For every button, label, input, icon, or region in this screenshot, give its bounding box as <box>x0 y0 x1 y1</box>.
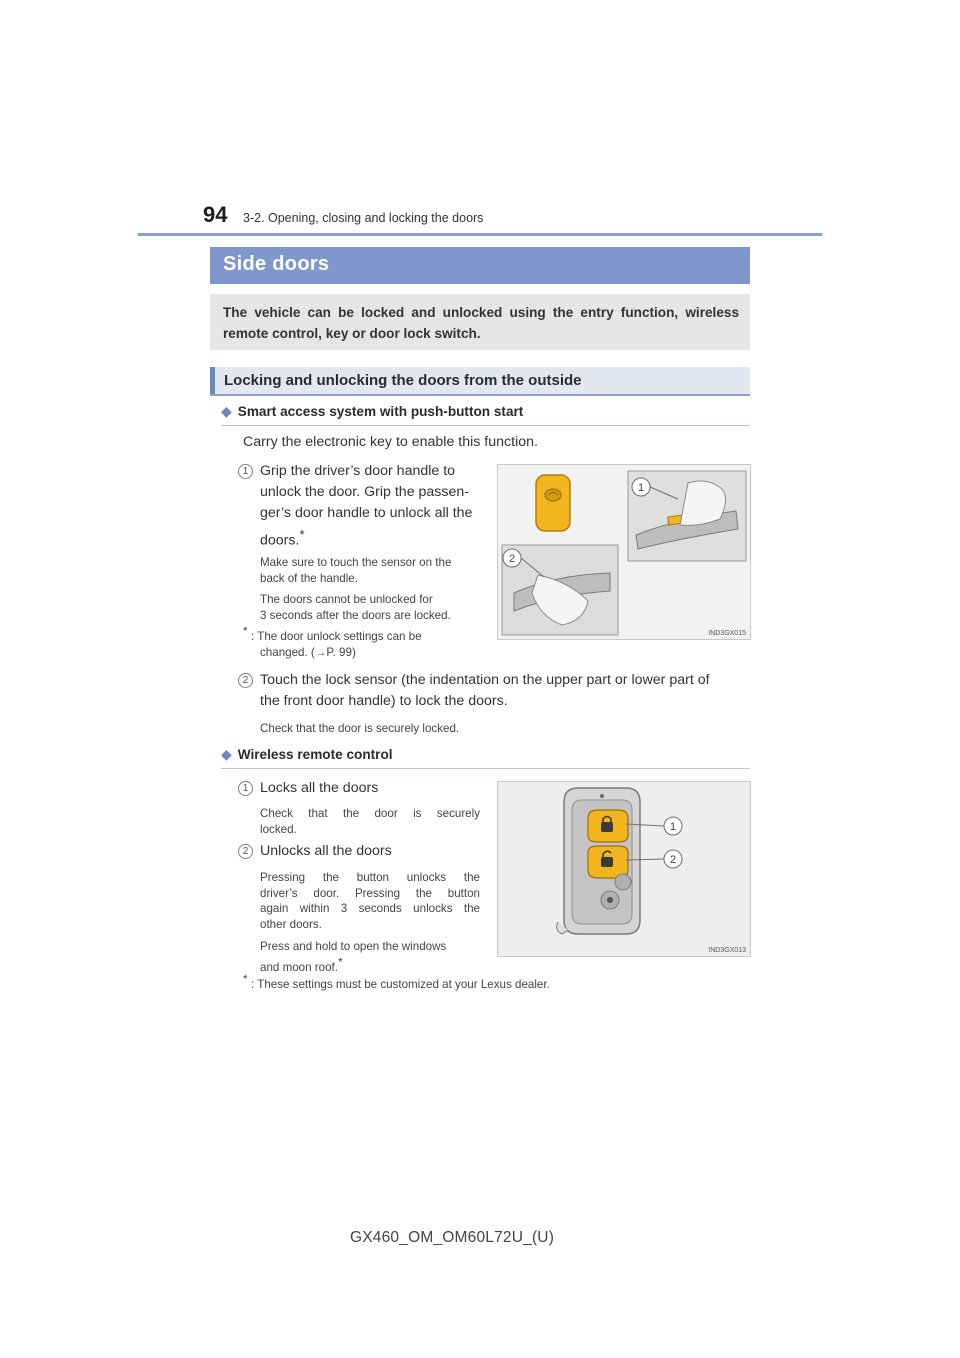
step-1-text <box>260 461 480 552</box>
diamond-icon: ◆ <box>221 746 232 762</box>
note-line: other doors. <box>260 917 322 931</box>
remote-item-1-note <box>260 806 480 837</box>
figure-id: IND3GX015 <box>708 630 746 637</box>
step-1-line: unlock the door. Grip the passen- <box>260 484 469 500</box>
step-1-line <box>260 524 480 552</box>
step-2-note: Check that the door is securely locked. <box>260 722 460 735</box>
figure-id: IND3GX013 <box>708 947 746 954</box>
note-line: Pressing the button unlocks the <box>260 871 480 884</box>
note-line: locked. <box>260 822 297 836</box>
subsection-heading-text: Locking and unlocking the doors from the outside <box>224 372 582 389</box>
step-2-line: the front door handle) to lock the doors. <box>260 693 508 709</box>
document-code-footer: GX460_OM_OM60L72U_(U) <box>350 1229 555 1246</box>
step-1-line: ger’s door handle to unlock all the <box>260 505 473 521</box>
asterisk-mark: * <box>299 527 305 542</box>
remote-item-2-note-1 <box>260 870 480 932</box>
intro-box <box>210 294 750 350</box>
note-line: Make sure to touch the sensor on the <box>260 556 452 569</box>
wireless-footnote: : These settings must be customized at your Lexus dealer. <box>251 978 550 991</box>
remote-callout-2: 2 <box>669 854 677 866</box>
remote-key-figure <box>497 781 751 957</box>
remote-callout-1: 1 <box>669 821 677 833</box>
remote-item-1-label: Locks all the doors <box>260 780 379 796</box>
smart-access-rule <box>221 425 750 426</box>
remote-item-2-label: Unlocks all the doors <box>260 843 392 859</box>
step-1-footnote <box>251 629 480 660</box>
step-1-line: Grip the driver’s door handle to <box>260 463 456 479</box>
smart-key-icon <box>536 475 570 531</box>
step-2-text <box>260 670 750 712</box>
step-1-note-2 <box>260 592 480 623</box>
asterisk-mark: * <box>338 954 343 969</box>
wireless-heading <box>221 746 393 763</box>
remote-item-1-number: 1 <box>238 781 253 796</box>
remote-item-2-number: 2 <box>238 844 253 859</box>
remote-key-icon <box>557 788 640 934</box>
note-line: Check that the door is securely <box>260 807 480 820</box>
footnote-line: : The door unlock settings can be <box>251 630 422 643</box>
wireless-footnote-mark: * <box>243 973 248 986</box>
subsection-heading <box>210 367 750 396</box>
heading-accent-bar <box>210 367 215 394</box>
smart-access-heading <box>221 403 523 420</box>
door-handle-illustration <box>498 465 750 639</box>
figure-callout-1: 1 <box>637 482 645 494</box>
section-title-bar <box>210 247 750 284</box>
page-number: 94 <box>203 202 228 227</box>
note-line: 3 seconds after the doors are locked. <box>260 608 451 622</box>
figure-callout-2: 2 <box>508 553 516 565</box>
step-1-note-1 <box>260 555 480 586</box>
remote-item-2-note-2 <box>260 939 482 975</box>
note-line <box>260 955 482 975</box>
footnote-line: changed. (→P. 99) <box>260 645 356 659</box>
note-line: The doors cannot be unlocked for <box>260 593 433 606</box>
diamond-icon: ◆ <box>221 403 232 419</box>
step-1-footnote-mark: * <box>243 625 248 638</box>
page-title: Side doors <box>223 253 330 275</box>
step-2-number: 2 <box>238 673 253 688</box>
remote-key-illustration <box>498 782 750 956</box>
smart-access-heading-text: Smart access system with push-button start <box>237 404 524 419</box>
wireless-heading-text: Wireless remote control <box>237 747 393 762</box>
note-line: driver’s door. Pressing the button <box>260 886 480 900</box>
note-line-text: and moon roof. <box>260 960 338 974</box>
note-line: again within 3 seconds unlocks the <box>260 902 480 915</box>
wireless-rule <box>221 768 750 769</box>
step-1-number: 1 <box>238 464 253 479</box>
note-line: back of the handle. <box>260 571 358 585</box>
door-handle-figure <box>497 464 751 640</box>
step-2-line: Touch the lock sensor (the indentation on the upper part or lower part of <box>260 672 710 688</box>
intro-text: The vehicle can be locked and unlocked using the entry function, wireless remote control, key or door lock switch. <box>223 305 739 341</box>
note-line: Press and hold to open the windows <box>260 940 447 953</box>
chapter-title: 3-2. Opening, closing and locking the doors <box>243 211 484 225</box>
smart-access-lead: Carry the electronic key to enable this function. <box>243 434 538 450</box>
step-1-line-text: doors. <box>260 532 300 549</box>
header-rule <box>138 233 822 236</box>
